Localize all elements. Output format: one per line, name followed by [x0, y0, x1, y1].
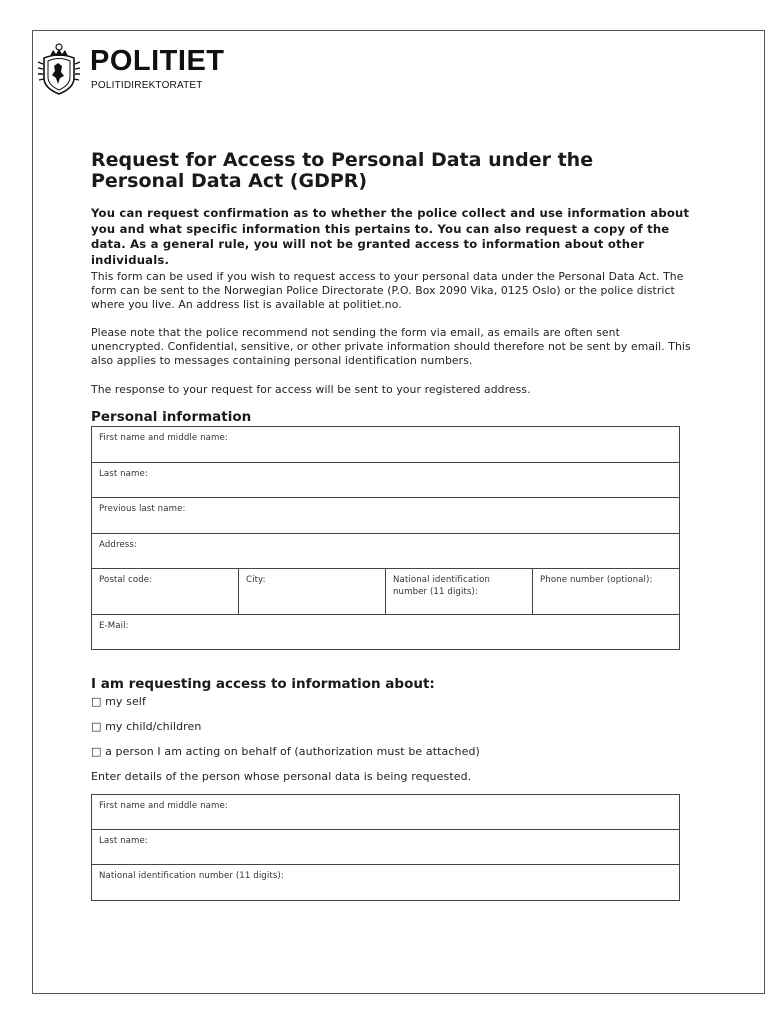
politiet-logo [36, 42, 236, 98]
response-paragraph: The response to your request for access will be sent to your registered address. [91, 383, 531, 396]
first-name-field[interactable]: First name and middle name: [92, 427, 680, 463]
last-name-field[interactable]: Last name: [92, 463, 680, 498]
email-field[interactable]: E-Mail: [92, 615, 680, 650]
city-field[interactable]: City: [239, 569, 386, 615]
email-warning-paragraph: Please note that the police recommend not sending the form via email, as emails are often sent unencrypted. Confidential, sensitive, or other private information should therefore not be sent by email. This also applies to messages containing personal identification numbers. [91, 326, 691, 368]
subject-instruction: Enter details of the person whose personal data is being requested. [91, 770, 472, 783]
brand-subtitle: POLITIDIREKTORATET [91, 80, 203, 91]
option-on-behalf[interactable]: □ a person I am acting on behalf of (authorization must be attached) [91, 745, 480, 758]
previous-last-name-field[interactable]: Previous last name: [92, 498, 680, 534]
postal-code-field[interactable]: Postal code: [92, 569, 239, 615]
address-field[interactable]: Address: [92, 534, 680, 569]
page-title: Request for Access to Personal Data under the Personal Data Act (GDPR) [91, 149, 594, 192]
subject-first-name-field[interactable]: First name and middle name: [92, 795, 680, 830]
phone-field[interactable]: Phone number (optional): [533, 569, 680, 615]
intro-paragraph: This form can be used if you wish to request access to your personal data under the Personal Data Act. The form can be sent to the Norwegian Police Directorate (P.O. Box 2090 Vika, 0125 Oslo) or the police district where you live. An address list is available at politiet.no. [91, 270, 684, 312]
personal-information-heading: Personal information [91, 409, 252, 425]
request-heading: I am requesting access to information about: [91, 676, 435, 692]
brand-name: POLITIET [90, 45, 225, 77]
subject-national-id-field[interactable]: National identification number (11 digits): [92, 865, 680, 901]
personal-information-table [91, 426, 680, 650]
police-crest-icon [36, 42, 82, 96]
lead-paragraph: You can request confirmation as to whether the police collect and use information about you and what specific information this pertains to. You can also request a copy of the data. As a general rule, you will not be granted access to information about other individuals. [91, 206, 690, 267]
national-id-field[interactable]: National identification number (11 digits): [386, 569, 533, 615]
subject-last-name-field[interactable]: Last name: [92, 830, 680, 865]
subject-information-table [91, 794, 680, 901]
option-my-children[interactable]: □ my child/children [91, 720, 202, 733]
option-my-self[interactable]: □ my self [91, 695, 146, 708]
